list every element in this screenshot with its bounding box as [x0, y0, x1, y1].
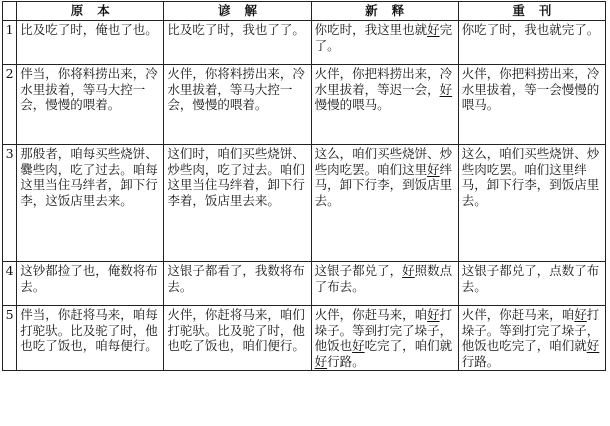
cell-yanjie [164, 145, 311, 262]
cell-text: 行路。 [461, 353, 500, 369]
underlined-text: 好 [352, 338, 365, 354]
cell-text: 火伴，你把料捞出来，冷水里拔着，等迟一会， [314, 66, 453, 97]
cell-chongkan [458, 145, 605, 262]
underlined-text: 好 [402, 263, 415, 278]
underlined-text: 好 [574, 307, 587, 322]
cell-text: 打垛子。等到打完了垛子，他饭也 [314, 307, 453, 354]
cell-text: 绊马，卸下行李，到饭店里去。 [314, 161, 453, 208]
underlined-text: 好 [314, 353, 328, 369]
underlined-text: 好 [427, 161, 440, 177]
cell-original [17, 262, 164, 306]
cell-text: 这银子都看了，我数将布去。 [167, 263, 305, 294]
table-row [3, 306, 606, 371]
cell-text: 火伴，你把料捞出来，冷水里拔着，等一会慢慢的喂马。 [461, 66, 600, 113]
cell-text: 你吃时，我这里也就 [314, 22, 428, 37]
cell-chongkan [458, 306, 605, 371]
row-number: 2 [3, 65, 17, 145]
cell-text: 这们时，咱们买些烧饼、炒些肉，吃了过去。咱们这里当住马绊着，卸下行李着，饭店里去来。 [167, 146, 305, 208]
cell-text: 这银子都兑了， [314, 263, 403, 278]
cell-xinshi [311, 21, 458, 65]
cell-yanjie [164, 21, 311, 65]
header-chongkan: 重刊 [458, 2, 605, 21]
cell-text: 你吃了时，我也就完了。 [461, 22, 600, 37]
cell-text: 火伴，你赶将马来，咱们打驼驮。比及驼了时，他也吃了饭也，咱们便行。 [167, 307, 305, 354]
cell-text: 那般者，咱每买些烧饼、爨些肉，吃了过去。咱每这里当住马绊者，卸下行李，这饭店里去来。 [20, 146, 158, 208]
header-yanjie: 谚解 [164, 2, 311, 21]
cell-text: 行路。 [327, 353, 365, 369]
cell-text: 这么，咱们买些烧饼、炒些肉吃罢。咱们这里 [314, 146, 453, 177]
cell-chongkan [458, 65, 605, 145]
underlined-text: 好 [439, 81, 453, 97]
cell-original [17, 21, 164, 65]
cell-text: 火伴，你赶马来，咱 [461, 307, 575, 322]
row-number: 3 [3, 145, 17, 262]
cell-text: 火伴，你赶马来，咱 [314, 307, 428, 322]
row-number: 5 [3, 306, 17, 371]
cell-xinshi [311, 65, 458, 145]
cell-text: 火伴，你将料捞出来，冷水里拔着，等马大控一会，慢慢的喂着。 [167, 66, 305, 113]
underlined-text: 好 [427, 22, 440, 37]
cell-text: 吃完了，咱们就 [364, 338, 453, 354]
cell-text: 比及吃了时，我也了了。 [167, 22, 305, 37]
table-body [3, 2, 606, 371]
cell-chongkan [458, 21, 605, 65]
cell-xinshi [311, 145, 458, 262]
cell-text: 这钞都捡了也，俺数将布去。 [20, 263, 158, 294]
cell-chongkan [458, 262, 605, 306]
cell-text: 打垛子。等到打完了垛子，他饭也吃完了，咱们就 [461, 307, 600, 354]
cell-yanjie [164, 262, 311, 306]
cell-text: 慢慢的喂马。 [314, 97, 390, 113]
table-row [3, 21, 606, 65]
cell-xinshi [311, 306, 458, 371]
row-number: 4 [3, 262, 17, 306]
cell-xinshi [311, 262, 458, 306]
cell-original [17, 65, 164, 145]
table-row [3, 65, 606, 145]
header-row [3, 2, 606, 21]
header-original: 原本 [17, 2, 164, 21]
cell-text: 照数点了布去。 [314, 263, 453, 294]
cell-text: 伴当，你赶将马来，咱每打驼驮。比及驼了时，他也吃了饭也，咱每便行。 [20, 307, 158, 354]
cell-yanjie [164, 306, 311, 371]
cell-original [17, 306, 164, 371]
table-row [3, 145, 606, 262]
underlined-text: 好 [586, 338, 600, 354]
comparison-table [2, 1, 606, 371]
cell-text: 完了。 [314, 22, 453, 53]
row-number: 1 [3, 21, 17, 65]
header-xinshi: 新释 [311, 2, 458, 21]
cell-yanjie [164, 65, 311, 145]
cell-text: 这银子都兑了，点数了布去。 [461, 263, 600, 294]
cell-text: 这么，咱们买些烧饼、炒些肉吃罢。咱们这里绊马，卸下行李，到饭店里去。 [461, 146, 600, 208]
header-corner [3, 2, 17, 21]
underlined-text: 好 [427, 307, 440, 322]
cell-text: 比及吃了时，俺也了也。 [20, 22, 158, 37]
table-row [3, 262, 606, 306]
cell-text: 伴当，你将料捞出来，冷水里拔着，等马大控一会，慢慢的喂着。 [20, 66, 158, 113]
cell-original [17, 145, 164, 262]
